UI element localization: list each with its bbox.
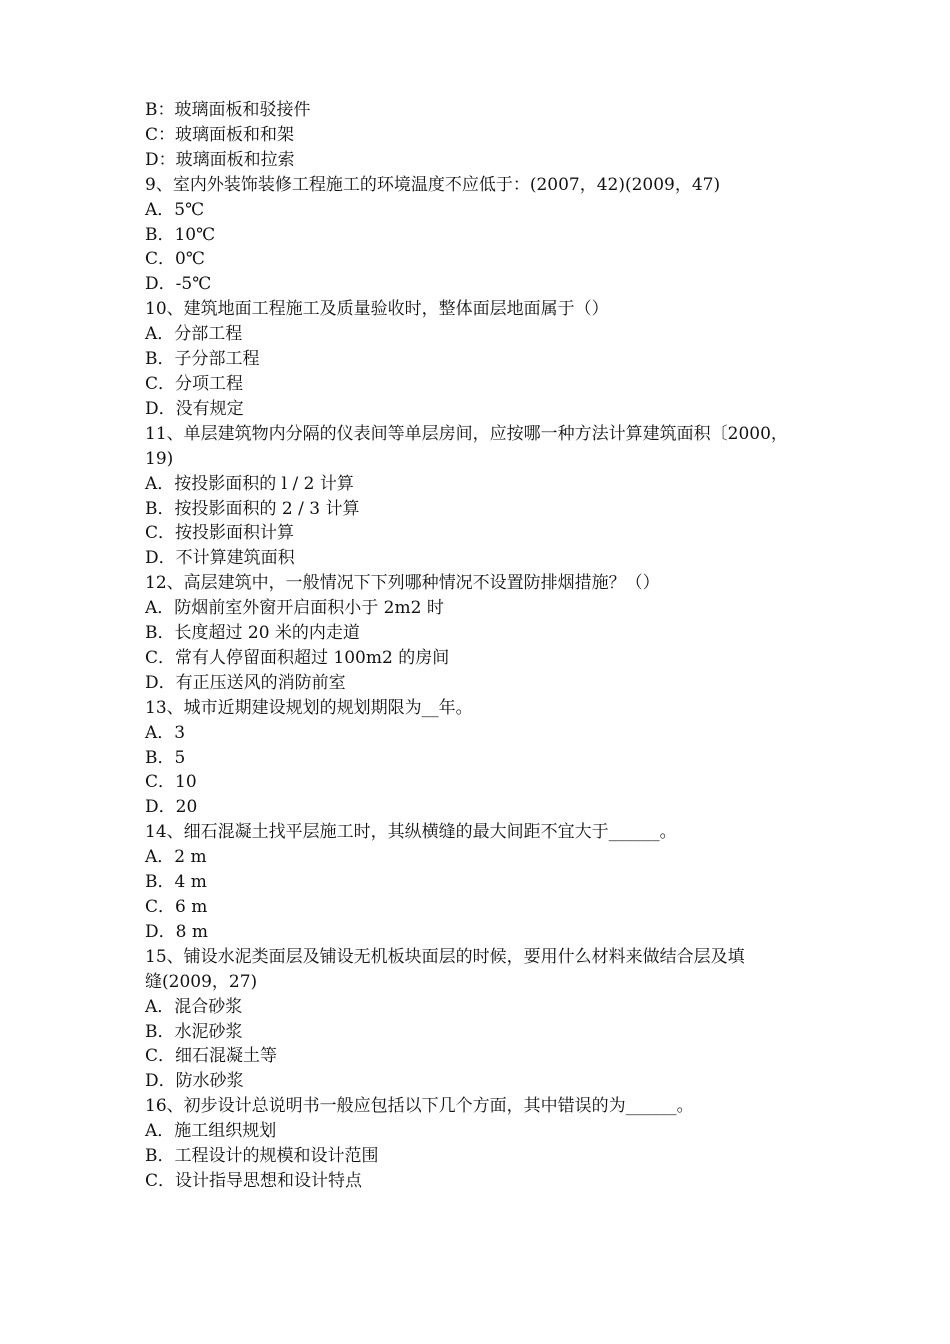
option-d: D．8 m (145, 921, 208, 942)
option-b: B．按投影面积的 2 / 3 计算 (145, 498, 360, 519)
question-11-continued: 19) (145, 448, 174, 469)
option-a: A．2 m (145, 847, 207, 868)
option-b: B．工程设计的规模和设计范围 (145, 1146, 379, 1167)
option-d: D．没有规定 (145, 398, 244, 419)
option-b: B．4 m (145, 872, 207, 893)
option-a: A．混合砂浆 (145, 996, 243, 1017)
option-c: C．细石混凝土等 (145, 1046, 278, 1067)
option-d: D．有正压送风的消防前室 (145, 672, 346, 693)
question-12: 12、高层建筑中，一般情况下下列哪种情况不设置防排烟措施？（） (145, 573, 660, 594)
option-c: C．设计指导思想和设计特点 (145, 1170, 363, 1191)
option-c: C．6 m (145, 897, 208, 917)
option-a: A．5℃ (145, 199, 205, 220)
option-b: B．水泥砂浆 (145, 1021, 243, 1042)
option-a: A．按投影面积的 l / 2 计算 (145, 473, 354, 494)
option-d: D．防水砂浆 (145, 1071, 244, 1092)
option-d: D．20 (145, 797, 198, 818)
question-14: 14、细石混凝土找平层施工时，其纵横缝的最大间距不宜大于______。 (145, 822, 677, 843)
question-11: 11、单层建筑物内分隔的仪表间等单层房间，应按哪一种方法计算建筑面积〔2000， (145, 423, 788, 444)
option-b: B．子分部工程 (145, 349, 260, 370)
option-a: A．分部工程 (145, 324, 243, 345)
option-d: D．-5℃ (145, 274, 212, 295)
option-c: C．按投影面积计算 (145, 523, 295, 544)
question-15: 15、铺设水泥类面层及铺设无机板块面层的时候，要用什么材料来做结合层及填 (145, 946, 745, 967)
document-body (145, 98, 825, 1194)
option-c: C．0℃ (145, 249, 205, 270)
option-a: A．防烟前室外窗开启面积小于 2m2 时 (145, 598, 444, 619)
question-13: 13、城市近期建设规划的规划期限为__年。 (145, 697, 473, 718)
option-a: A．3 (145, 722, 186, 743)
question-10: 10、建筑地面工程施工及质量验收时，整体面层地面属于（） (145, 299, 609, 320)
option-c: C．10 (145, 772, 197, 793)
text-line: C：玻璃面板和和架 (145, 124, 295, 145)
option-b: B．5 (145, 747, 186, 768)
option-c: C．分项工程 (145, 373, 244, 394)
option-c: C．常有人停留面积超过 100m2 的房间 (145, 647, 450, 668)
option-b: B．10℃ (145, 224, 216, 245)
question-15-continued: 缝(2009，27) (145, 971, 258, 992)
text-line: B：玻璃面板和驳接件 (145, 100, 311, 120)
option-b: B．长度超过 20 米的内走道 (145, 623, 360, 644)
question-9: 9、室内外装饰装修工程施工的环境温度不应低于：(2007，42)(2009，47) (145, 174, 721, 195)
text-line: D：玻璃面板和拉索 (145, 149, 295, 170)
question-16: 16、初步设计总说明书一般应包括以下几个方面，其中错误的为______。 (145, 1096, 694, 1117)
option-d: D．不计算建筑面积 (145, 548, 295, 569)
option-a: A．施工组织规划 (145, 1121, 277, 1142)
